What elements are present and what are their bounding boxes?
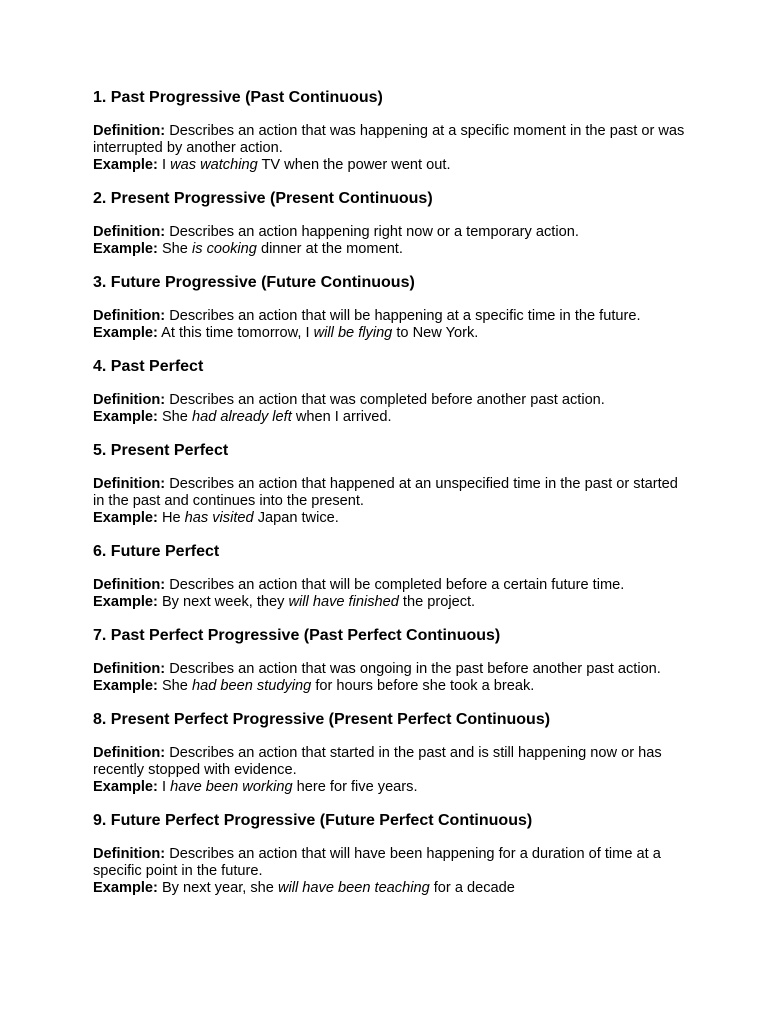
example-verb: has visited [184, 510, 254, 526]
tense-section-8 [93, 710, 693, 796]
definition-line [93, 577, 693, 594]
example-label: Example: [93, 594, 158, 610]
example-text-post: for a decade [433, 880, 515, 896]
example-verb: was watching [170, 157, 258, 173]
tense-section-6 [93, 542, 693, 611]
example-text-pre: By next week, they [161, 594, 285, 610]
example-label: Example: [93, 409, 158, 425]
definition-line [93, 224, 693, 241]
definition-line [93, 745, 693, 779]
section-heading: 5. Present Perfect [93, 442, 229, 459]
example-verb: will have finished [288, 594, 399, 610]
document-page [93, 88, 693, 897]
example-line [93, 409, 693, 426]
example-text-pre: I [161, 779, 167, 795]
definition-label: Definition: [93, 476, 166, 492]
tense-section-5 [93, 441, 693, 527]
section-heading: 7. Past Perfect Progressive (Past Perfect Continuous) [93, 627, 501, 644]
example-text-pre: She [161, 241, 188, 257]
definition-label: Definition: [93, 745, 166, 761]
tense-section-1 [93, 88, 693, 174]
section-heading: 1. Past Progressive (Past Continuous) [93, 89, 383, 106]
definition-text: Describes an action that will be completed before a certain future time. [169, 577, 625, 593]
section-heading: 9. Future Perfect Progressive (Future Perfect Continuous) [93, 812, 533, 829]
example-verb: have been working [170, 779, 293, 795]
example-text-pre: By next year, she [161, 880, 274, 896]
example-label: Example: [93, 510, 158, 526]
definition-label: Definition: [93, 661, 166, 677]
section-heading: 3. Future Progressive (Future Continuous) [93, 274, 415, 291]
definition-label: Definition: [93, 224, 166, 240]
section-heading: 2. Present Progressive (Present Continuous) [93, 190, 433, 207]
definition-label: Definition: [93, 392, 166, 408]
example-verb: will be flying [313, 325, 393, 341]
example-text-pre: At this time tomorrow, I [161, 325, 310, 341]
example-text-post: for hours before she took a break. [315, 678, 535, 694]
tense-section-4 [93, 357, 693, 426]
example-text-post: Japan twice. [257, 510, 339, 526]
example-line [93, 880, 693, 897]
example-line [93, 594, 693, 611]
example-text-post: to New York. [396, 325, 479, 341]
definition-text: Describes an action that was completed before another past action. [169, 392, 605, 408]
section-heading: 4. Past Perfect [93, 358, 204, 375]
example-line [93, 157, 693, 174]
tense-section-2 [93, 189, 693, 258]
example-text-pre: I [161, 157, 167, 173]
definition-line [93, 476, 693, 510]
example-verb: will have been teaching [277, 880, 430, 896]
section-heading: 6. Future Perfect [93, 543, 220, 560]
definition-line [93, 392, 693, 409]
example-text-pre: She [161, 409, 188, 425]
tense-section-7 [93, 626, 693, 695]
example-verb: had been studying [191, 678, 312, 694]
example-text-post: here for five years. [296, 779, 418, 795]
example-text-post: TV when the power went out. [261, 157, 451, 173]
example-label: Example: [93, 779, 158, 795]
section-heading: 8. Present Perfect Progressive (Present Perfect Continuous) [93, 711, 551, 728]
example-label: Example: [93, 157, 158, 173]
example-verb: had already left [191, 409, 292, 425]
example-label: Example: [93, 880, 158, 896]
definition-text: Describes an action happening right now or a temporary action. [169, 224, 579, 240]
tense-section-3 [93, 273, 693, 342]
example-text-post: when I arrived. [295, 409, 392, 425]
definition-text: Describes an action that will be happening at a specific time in the future. [169, 308, 641, 324]
definition-label: Definition: [93, 846, 166, 862]
example-text-pre: She [161, 678, 188, 694]
example-text-pre: He [161, 510, 181, 526]
definition-text: Describes an action that was happening at a specific moment in the past or was interrupted by another action. [93, 123, 685, 156]
example-label: Example: [93, 241, 158, 257]
example-label: Example: [93, 325, 158, 341]
definition-label: Definition: [93, 123, 166, 139]
definition-line [93, 661, 693, 678]
example-line [93, 325, 693, 342]
definition-line [93, 123, 693, 157]
definition-text: Describes an action that will have been happening for a duration of time at a specific point in the future. [93, 846, 661, 879]
definition-label: Definition: [93, 577, 166, 593]
definition-text: Describes an action that started in the past and is still happening now or has recently stopped with evidence. [93, 745, 662, 778]
definition-text: Describes an action that happened at an unspecified time in the past or started in the past and continues into the present. [93, 476, 678, 509]
example-line [93, 510, 693, 527]
example-verb: is cooking [191, 241, 257, 257]
tense-section-9 [93, 811, 693, 897]
example-text-post: the project. [402, 594, 476, 610]
definition-text: Describes an action that was ongoing in the past before another past action. [169, 661, 661, 677]
definition-line [93, 308, 693, 325]
example-line [93, 779, 693, 796]
example-line [93, 678, 693, 695]
definition-label: Definition: [93, 308, 166, 324]
definition-line [93, 846, 693, 880]
example-line [93, 241, 693, 258]
example-label: Example: [93, 678, 158, 694]
example-text-post: dinner at the moment. [260, 241, 403, 257]
